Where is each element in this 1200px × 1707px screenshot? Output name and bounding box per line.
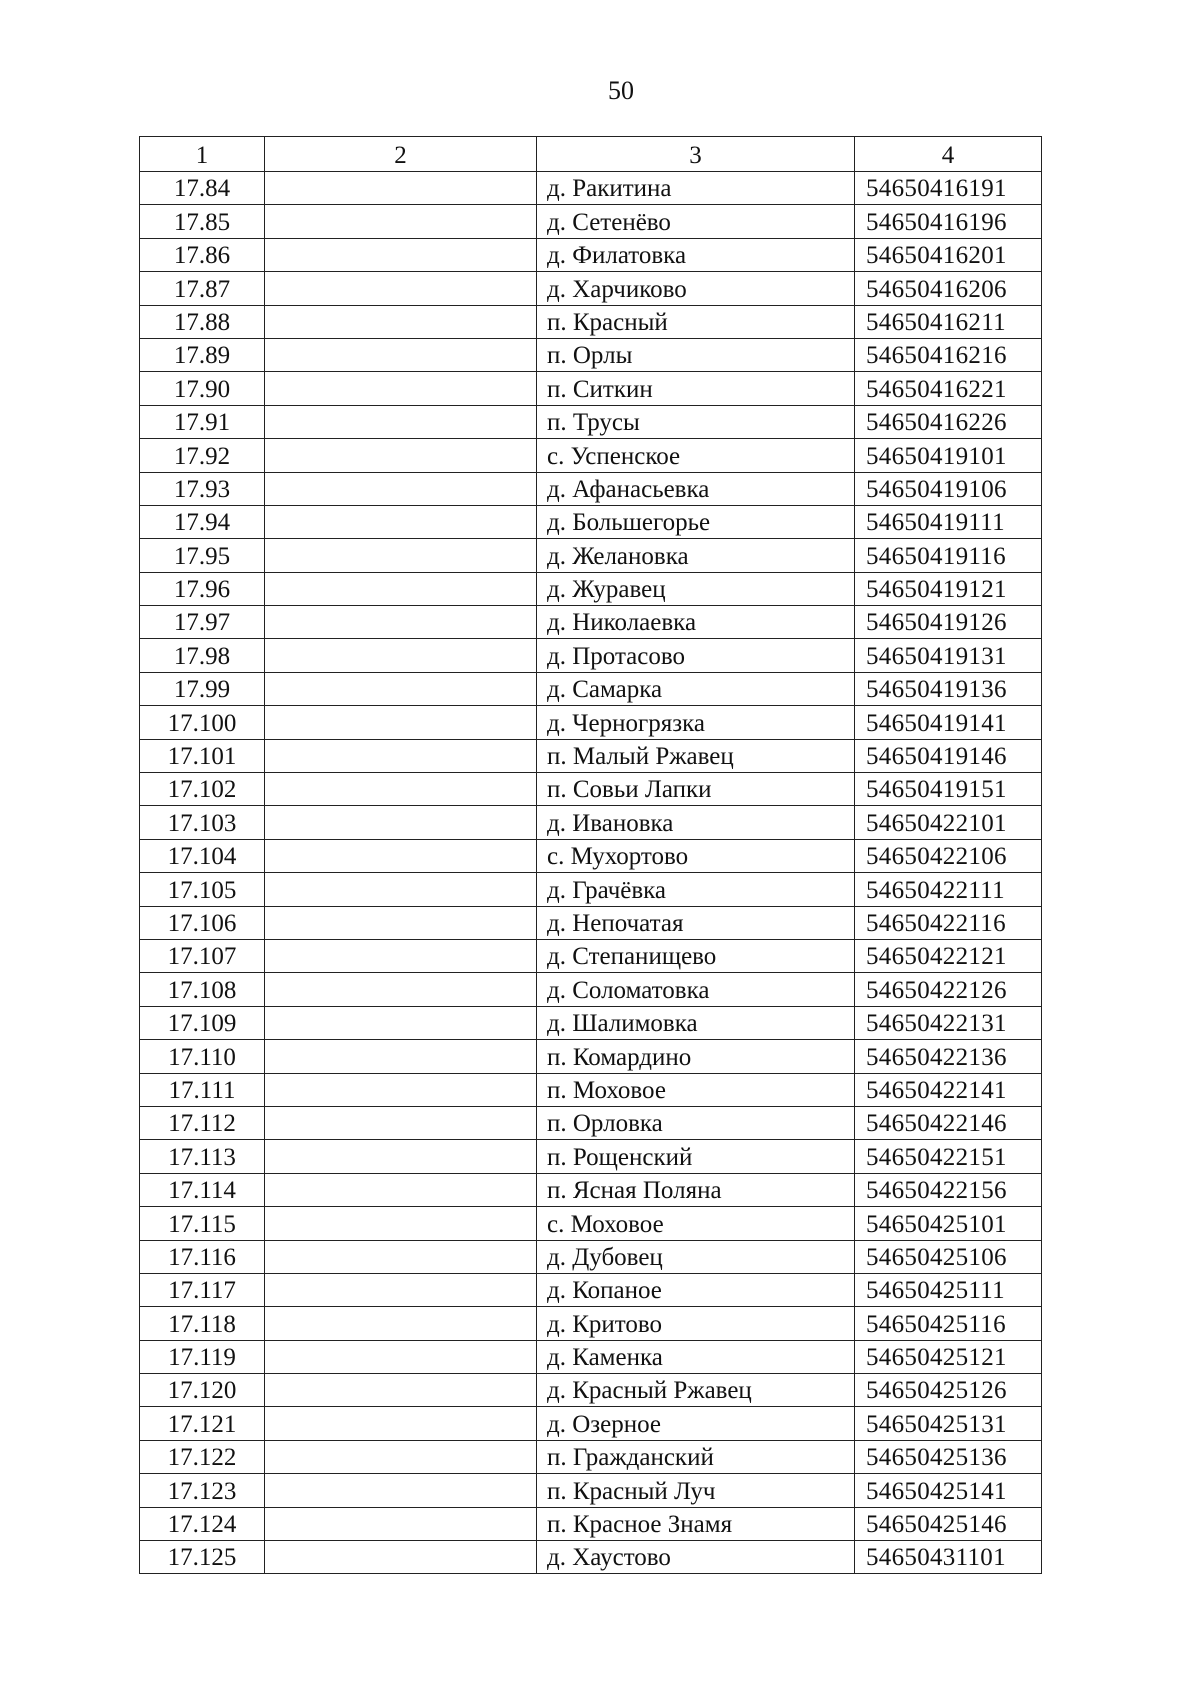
oktmo-code-cell: 54650419101: [855, 439, 1042, 472]
row-number-cell: 17.87: [140, 272, 265, 305]
oktmo-code-cell: 54650416226: [855, 405, 1042, 438]
settlement-name-cell: п. Моховое: [537, 1073, 855, 1106]
row-number-cell: 17.101: [140, 739, 265, 772]
table-row: [140, 739, 1042, 772]
table-row: [140, 505, 1042, 538]
row-number-cell: 17.94: [140, 505, 265, 538]
table-row: [140, 172, 1042, 205]
row-col2-cell: [265, 1173, 537, 1206]
table-row: [140, 1340, 1042, 1373]
oktmo-code-cell: 54650416221: [855, 372, 1042, 405]
row-col2-cell: [265, 405, 537, 438]
row-col2-cell: [265, 1374, 537, 1407]
row-col2-cell: [265, 939, 537, 972]
row-number-cell: 17.92: [140, 439, 265, 472]
oktmo-code-cell: 54650422126: [855, 973, 1042, 1006]
row-col2-cell: [265, 739, 537, 772]
row-number-cell: 17.104: [140, 839, 265, 872]
settlement-name-cell: д. Копаное: [537, 1273, 855, 1306]
oktmo-code-cell: 54650419131: [855, 639, 1042, 672]
oktmo-code-cell: 54650422101: [855, 806, 1042, 839]
table-row: [140, 1173, 1042, 1206]
row-number-cell: 17.109: [140, 1006, 265, 1039]
row-col2-cell: [265, 1073, 537, 1106]
row-col2-cell: [265, 1541, 537, 1574]
row-number-cell: 17.115: [140, 1207, 265, 1240]
row-col2-cell: [265, 639, 537, 672]
table-row: [140, 1507, 1042, 1540]
table-body: [140, 137, 1042, 1574]
table-row: [140, 1374, 1042, 1407]
row-number-cell: 17.116: [140, 1240, 265, 1273]
row-col2-cell: [265, 1006, 537, 1039]
settlement-name-cell: д. Каменка: [537, 1340, 855, 1373]
row-col2-cell: [265, 1440, 537, 1473]
row-col2-cell: [265, 1407, 537, 1440]
row-col2-cell: [265, 706, 537, 739]
table-row: [140, 1073, 1042, 1106]
settlement-name-cell: с. Успенское: [537, 439, 855, 472]
row-number-cell: 17.96: [140, 572, 265, 605]
settlement-name-cell: п. Комардино: [537, 1040, 855, 1073]
row-col2-cell: [265, 572, 537, 605]
table-row: [140, 606, 1042, 639]
table-row: [140, 1541, 1042, 1574]
row-col2-cell: [265, 539, 537, 572]
header-col-3: 3: [537, 137, 855, 172]
table-row: [140, 873, 1042, 906]
row-number-cell: 17.89: [140, 338, 265, 371]
oktmo-code-cell: 54650419136: [855, 672, 1042, 705]
table-row: [140, 1207, 1042, 1240]
settlement-name-cell: д. Сетенёво: [537, 205, 855, 238]
page-number: 50: [608, 76, 634, 105]
oktmo-code-cell: 54650422121: [855, 939, 1042, 972]
row-number-cell: 17.122: [140, 1440, 265, 1473]
row-col2-cell: [265, 1240, 537, 1273]
row-col2-cell: [265, 1507, 537, 1540]
table-row: [140, 1474, 1042, 1507]
settlement-name-cell: д. Журавец: [537, 572, 855, 605]
row-number-cell: 17.125: [140, 1541, 265, 1574]
table-row: [140, 405, 1042, 438]
oktmo-code-cell: 54650425131: [855, 1407, 1042, 1440]
row-number-cell: 17.102: [140, 773, 265, 806]
oktmo-code-cell: 54650422111: [855, 873, 1042, 906]
settlement-name-cell: п. Красный Луч: [537, 1474, 855, 1507]
oktmo-code-cell: 54650425101: [855, 1207, 1042, 1240]
settlement-name-cell: д. Хаустово: [537, 1541, 855, 1574]
row-number-cell: 17.95: [140, 539, 265, 572]
settlement-name-cell: п. Орловка: [537, 1106, 855, 1139]
table-row: [140, 372, 1042, 405]
oktmo-code-cell: 54650419151: [855, 773, 1042, 806]
row-number-cell: 17.107: [140, 939, 265, 972]
settlement-name-cell: п. Ситкин: [537, 372, 855, 405]
oktmo-code-cell: 54650425121: [855, 1340, 1042, 1373]
settlement-name-cell: д. Озерное: [537, 1407, 855, 1440]
table-row: [140, 1006, 1042, 1039]
row-number-cell: 17.114: [140, 1173, 265, 1206]
table-row: [140, 1307, 1042, 1340]
settlement-name-cell: д. Ракитина: [537, 172, 855, 205]
row-number-cell: 17.113: [140, 1140, 265, 1173]
oktmo-code-cell: 54650422151: [855, 1140, 1042, 1173]
row-col2-cell: [265, 472, 537, 505]
oktmo-code-cell: 54650425116: [855, 1307, 1042, 1340]
settlement-name-cell: п. Трусы: [537, 405, 855, 438]
settlement-name-cell: с. Мухортово: [537, 839, 855, 872]
table-row: [140, 205, 1042, 238]
table-row: [140, 773, 1042, 806]
row-number-cell: 17.112: [140, 1106, 265, 1139]
row-number-cell: 17.119: [140, 1340, 265, 1373]
oktmo-code-cell: 54650416196: [855, 205, 1042, 238]
row-col2-cell: [265, 806, 537, 839]
table-row: [140, 472, 1042, 505]
oktmo-code-cell: 54650416206: [855, 272, 1042, 305]
row-number-cell: 17.86: [140, 238, 265, 271]
table-row: [140, 539, 1042, 572]
oktmo-code-cell: 54650422116: [855, 906, 1042, 939]
row-number-cell: 17.100: [140, 706, 265, 739]
row-col2-cell: [265, 606, 537, 639]
settlement-name-cell: д. Черногрязка: [537, 706, 855, 739]
header-col-4: 4: [855, 137, 1042, 172]
row-number-cell: 17.98: [140, 639, 265, 672]
table-row: [140, 939, 1042, 972]
oktmo-code-cell: 54650425106: [855, 1240, 1042, 1273]
oktmo-code-cell: 54650422106: [855, 839, 1042, 872]
oktmo-code-cell: 54650416191: [855, 172, 1042, 205]
oktmo-code-cell: 54650419106: [855, 472, 1042, 505]
table-row: [140, 439, 1042, 472]
row-number-cell: 17.121: [140, 1407, 265, 1440]
settlement-name-cell: д. Соломатовка: [537, 973, 855, 1006]
row-col2-cell: [265, 873, 537, 906]
oktmo-code-cell: 54650422141: [855, 1073, 1042, 1106]
row-number-cell: 17.85: [140, 205, 265, 238]
row-number-cell: 17.117: [140, 1273, 265, 1306]
settlement-name-cell: д. Большегорье: [537, 505, 855, 538]
row-col2-cell: [265, 172, 537, 205]
row-number-cell: 17.111: [140, 1073, 265, 1106]
header-col-1: 1: [140, 137, 265, 172]
row-number-cell: 17.108: [140, 973, 265, 1006]
row-col2-cell: [265, 505, 537, 538]
settlement-name-cell: п. Красный: [537, 305, 855, 338]
oktmo-code-cell: 54650419121: [855, 572, 1042, 605]
table-row: [140, 338, 1042, 371]
row-col2-cell: [265, 1340, 537, 1373]
row-number-cell: 17.110: [140, 1040, 265, 1073]
oktmo-code-cell: 54650425146: [855, 1507, 1042, 1540]
settlement-name-cell: д. Николаевка: [537, 606, 855, 639]
row-col2-cell: [265, 1140, 537, 1173]
row-col2-cell: [265, 305, 537, 338]
settlement-name-cell: д. Самарка: [537, 672, 855, 705]
table-row: [140, 1407, 1042, 1440]
row-number-cell: 17.97: [140, 606, 265, 639]
settlement-name-cell: п. Красное Знамя: [537, 1507, 855, 1540]
table-header-row: [140, 137, 1042, 172]
row-number-cell: 17.124: [140, 1507, 265, 1540]
settlement-name-cell: д. Дубовец: [537, 1240, 855, 1273]
row-col2-cell: [265, 839, 537, 872]
row-col2-cell: [265, 205, 537, 238]
row-number-cell: 17.93: [140, 472, 265, 505]
table-row: [140, 639, 1042, 672]
table-row: [140, 706, 1042, 739]
oktmo-code-cell: 54650425141: [855, 1474, 1042, 1507]
table-row: [140, 806, 1042, 839]
oktmo-code-cell: 54650419116: [855, 539, 1042, 572]
row-col2-cell: [265, 1207, 537, 1240]
oktmo-code-cell: 54650431101: [855, 1541, 1042, 1574]
settlement-name-cell: д. Степанищево: [537, 939, 855, 972]
table-row: [140, 672, 1042, 705]
settlement-name-cell: п. Гражданский: [537, 1440, 855, 1473]
table-row: [140, 973, 1042, 1006]
settlement-name-cell: д. Шалимовка: [537, 1006, 855, 1039]
row-number-cell: 17.103: [140, 806, 265, 839]
row-col2-cell: [265, 1040, 537, 1073]
oktmo-code-cell: 54650416211: [855, 305, 1042, 338]
oktmo-code-cell: 54650425111: [855, 1273, 1042, 1306]
table-row: [140, 1240, 1042, 1273]
oktmo-code-cell: 54650419111: [855, 505, 1042, 538]
table-row: [140, 572, 1042, 605]
oktmo-code-cell: 54650416201: [855, 238, 1042, 271]
settlement-name-cell: д. Желановка: [537, 539, 855, 572]
settlement-name-cell: д. Критово: [537, 1307, 855, 1340]
oktmo-code-cell: 54650419146: [855, 739, 1042, 772]
settlement-name-cell: д. Красный Ржавец: [537, 1374, 855, 1407]
row-col2-cell: [265, 238, 537, 271]
settlement-name-cell: д. Непочатая: [537, 906, 855, 939]
settlement-name-cell: д. Грачёвка: [537, 873, 855, 906]
table-row: [140, 1040, 1042, 1073]
oktmo-code-cell: 54650425126: [855, 1374, 1042, 1407]
table-row: [140, 1106, 1042, 1139]
row-col2-cell: [265, 773, 537, 806]
row-col2-cell: [265, 1474, 537, 1507]
row-col2-cell: [265, 439, 537, 472]
oktmo-code-cell: 54650422156: [855, 1173, 1042, 1206]
row-number-cell: 17.99: [140, 672, 265, 705]
settlements-table: [139, 136, 1042, 1574]
table-row: [140, 272, 1042, 305]
table-row: [140, 1440, 1042, 1473]
table-row: [140, 305, 1042, 338]
row-col2-cell: [265, 906, 537, 939]
table-row: [140, 1140, 1042, 1173]
oktmo-code-cell: 54650425136: [855, 1440, 1042, 1473]
settlement-name-cell: п. Рощенский: [537, 1140, 855, 1173]
settlement-name-cell: п. Ясная Поляна: [537, 1173, 855, 1206]
row-number-cell: 17.91: [140, 405, 265, 438]
settlement-name-cell: д. Филатовка: [537, 238, 855, 271]
settlement-name-cell: д. Харчиково: [537, 272, 855, 305]
settlement-name-cell: д. Протасово: [537, 639, 855, 672]
row-number-cell: 17.105: [140, 873, 265, 906]
settlement-name-cell: п. Орлы: [537, 338, 855, 371]
row-number-cell: 17.123: [140, 1474, 265, 1507]
row-number-cell: 17.88: [140, 305, 265, 338]
table-row: [140, 839, 1042, 872]
row-col2-cell: [265, 372, 537, 405]
oktmo-code-cell: 54650422131: [855, 1006, 1042, 1039]
row-number-cell: 17.118: [140, 1307, 265, 1340]
settlement-name-cell: п. Совьи Лапки: [537, 773, 855, 806]
header-col-2: 2: [265, 137, 537, 172]
oktmo-code-cell: 54650419126: [855, 606, 1042, 639]
row-col2-cell: [265, 973, 537, 1006]
row-col2-cell: [265, 272, 537, 305]
row-col2-cell: [265, 1106, 537, 1139]
oktmo-code-cell: 54650416216: [855, 338, 1042, 371]
row-col2-cell: [265, 1273, 537, 1306]
row-col2-cell: [265, 1307, 537, 1340]
table-row: [140, 238, 1042, 271]
row-number-cell: 17.90: [140, 372, 265, 405]
table-row: [140, 906, 1042, 939]
settlement-name-cell: с. Моховое: [537, 1207, 855, 1240]
row-number-cell: 17.120: [140, 1374, 265, 1407]
oktmo-code-cell: 54650422136: [855, 1040, 1042, 1073]
row-col2-cell: [265, 672, 537, 705]
settlement-name-cell: д. Ивановка: [537, 806, 855, 839]
row-number-cell: 17.84: [140, 172, 265, 205]
row-number-cell: 17.106: [140, 906, 265, 939]
settlement-name-cell: п. Малый Ржавец: [537, 739, 855, 772]
oktmo-code-cell: 54650422146: [855, 1106, 1042, 1139]
table-row: [140, 1273, 1042, 1306]
row-col2-cell: [265, 338, 537, 371]
oktmo-code-cell: 54650419141: [855, 706, 1042, 739]
settlement-name-cell: д. Афанасьевка: [537, 472, 855, 505]
